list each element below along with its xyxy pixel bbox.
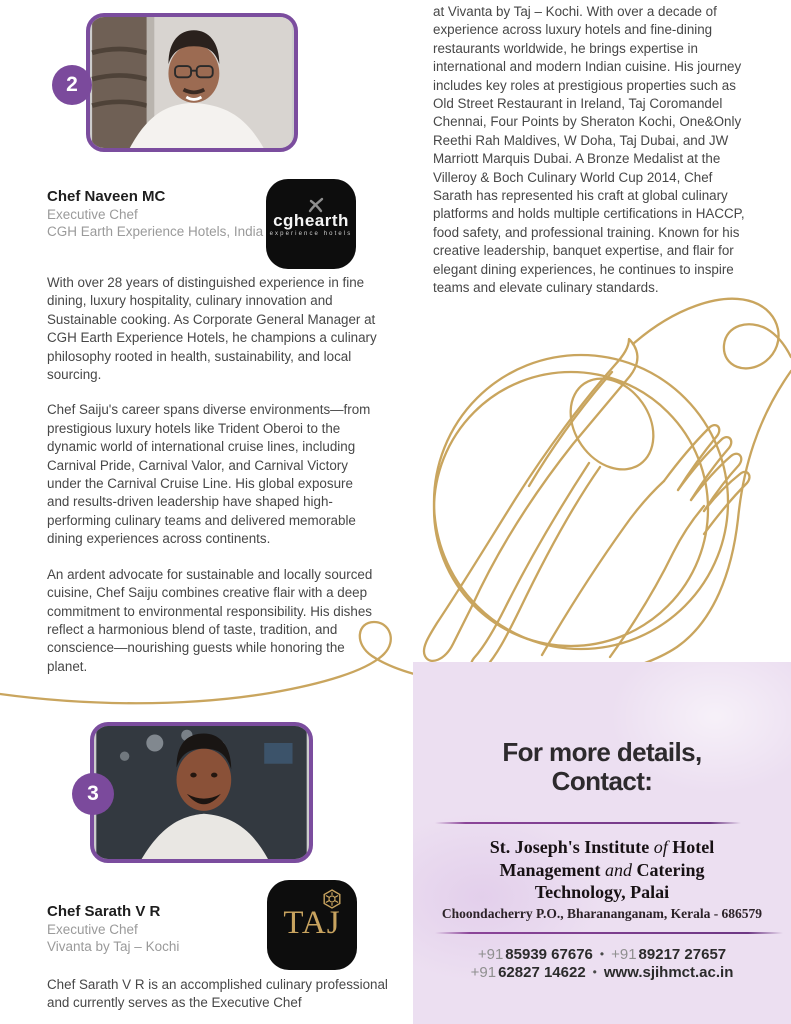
chef-photo-naveen bbox=[86, 13, 298, 152]
chef-bio-sarath-continued bbox=[433, 3, 749, 298]
phone-country-code: +91 bbox=[611, 946, 637, 963]
institute-text-italic: and bbox=[605, 859, 632, 880]
website-url: www.sjihmct.ac.in bbox=[603, 963, 734, 981]
phone-number: 89217 27657 bbox=[638, 946, 727, 963]
bio-paragraph: Chef Sarath V R is an accomplished culinary professional and currently serves as the Executive Chef bbox=[47, 977, 388, 1011]
chef-number-badge: 2 bbox=[52, 65, 92, 105]
chef-title: Executive Chef bbox=[47, 207, 138, 222]
plate-outline bbox=[434, 355, 728, 649]
contact-phones bbox=[413, 946, 791, 981]
chef-portrait-illustration bbox=[90, 17, 294, 148]
chef-bio-sarath bbox=[47, 976, 399, 1024]
chef-photo-sarath bbox=[90, 722, 313, 863]
taj-logo bbox=[267, 880, 357, 970]
institute-name bbox=[413, 836, 791, 904]
cgh-earth-wordmark: cghearth bbox=[273, 211, 349, 230]
institute-line bbox=[413, 836, 791, 859]
phone-number: 62827 14622 bbox=[498, 963, 586, 981]
divider-line bbox=[435, 932, 783, 934]
taj-wordmark: TAJ bbox=[283, 905, 341, 941]
phone-row bbox=[413, 964, 791, 982]
institute-text: Hotel bbox=[667, 837, 715, 857]
divider-line bbox=[435, 822, 741, 824]
bullet-separator-icon: • bbox=[592, 964, 597, 979]
chef-title: Executive Chef bbox=[47, 922, 138, 937]
contact-heading-line1: For more details, bbox=[502, 737, 702, 767]
cgh-earth-logo bbox=[266, 179, 356, 269]
institute-text: Catering bbox=[632, 859, 705, 880]
chef-organization: Vivanta by Taj – Kochi bbox=[47, 939, 180, 954]
chef-organization: CGH Earth Experience Hotels, India bbox=[47, 224, 264, 239]
institute-line bbox=[413, 859, 791, 882]
institute-text-italic: of bbox=[653, 837, 668, 857]
contact-box bbox=[413, 662, 791, 1024]
knife-outline bbox=[424, 339, 637, 661]
chef-name: Chef Naveen MC bbox=[47, 188, 166, 205]
cgh-earth-tagline: experience hotels bbox=[269, 231, 353, 237]
chef-info-naveen bbox=[47, 187, 263, 240]
phone-country-code: +91 bbox=[470, 963, 497, 981]
institute-text: St. Joseph's Institute bbox=[489, 837, 654, 857]
contact-heading bbox=[413, 738, 791, 796]
chef-info-sarath bbox=[47, 902, 179, 955]
chef-number-badge: 3 bbox=[72, 773, 114, 815]
institute-address: Choondacherry P.O., Bharananganam, Kerala - 686579 bbox=[441, 906, 763, 921]
bio-paragraph: at Vivanta by Taj – Kochi. With over a decade of experience across luxury hotels and fine-dining restaurants worldwide, he brings expertise in international and modern Indian cuisine. His journey includes key roles at prestigious properties such as Old Street Restaurant in Ireland, Taj Coromandel Chennai, Four Points by Sheraton Kochi, One&Only Reethi Rah Maldives, W Doha, Taj Dubai, and JW Marriott Marquis Dubai. A Bronze Medalist at the Villeroy & Boch Culinary World Cup 2014, Chef Sarath has represented his craft at global culinary platforms and holds multiple certifications in HACCP, food safety, and professional training. Known for his creative leadership, banquet expertise, and flair for elegant dining experiences, he continues to inspire teams and elevate culinary standards. bbox=[433, 4, 745, 296]
bio-paragraph: An ardent advocate for sustainable and locally sourced cuisine, Chef Saiju combines creative flair with a deep commitment to environmental responsibility. His dishes reflect a harmonious blend of taste, tradition, and conscience—nourishing guests while honoring the planet. bbox=[47, 566, 373, 674]
spoon-bowl bbox=[554, 363, 671, 486]
contact-heading-line2: Contact: bbox=[551, 766, 653, 796]
phone-row bbox=[413, 946, 791, 964]
swirl-top bbox=[633, 299, 791, 369]
bullet-separator-icon: • bbox=[599, 947, 605, 961]
bio-paragraph: With over 28 years of distinguished experience in fine dining, luxury hospitality, culinary innovation and Sustainable cooking. As Corporate General Manager at CGH Earth Experience Hotels, he champions a culinary philosophy rooted in health, sustainability, and local sourcing. bbox=[47, 275, 377, 383]
chef-bio-naveen bbox=[47, 274, 377, 693]
chef-portrait-illustration bbox=[94, 726, 309, 859]
institute-line bbox=[413, 881, 791, 904]
institute-text: Management bbox=[499, 859, 605, 880]
chef-name: Chef Sarath V R bbox=[47, 903, 161, 920]
phone-number: 85939 67676 bbox=[505, 946, 593, 963]
institute-text: Technology, Palai bbox=[534, 882, 670, 902]
bio-paragraph: Chef Saiju's career spans diverse environments—from prestigious luxury hotels like Trident Oberoi to the dynamic world of international cruise lines, including Carnival Pride, Carnival Valor, and Carnival Victory under the Carnival Cruise Line. His global exposure and results-driven leadership have shaped high-performing culinary teams and delivered memorable dining experiences across continents. bbox=[47, 402, 371, 547]
phone-country-code: +91 bbox=[477, 946, 504, 963]
